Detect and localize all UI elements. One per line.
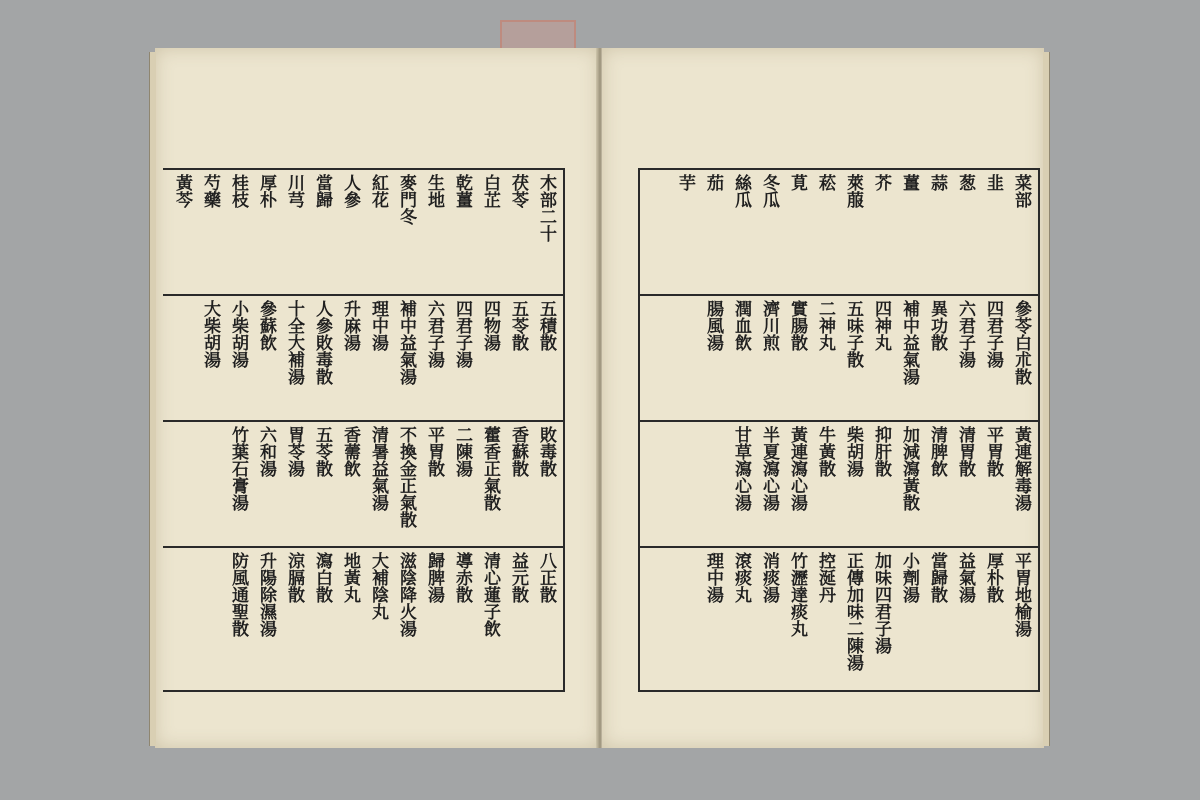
entry-column: 正傳加味二陳湯 (843, 552, 863, 671)
left-page (155, 48, 600, 748)
entry-column: 厚朴 (256, 174, 276, 208)
entry-column: 控涎丹 (815, 552, 835, 603)
entry-column: 濟川煎 (759, 300, 779, 351)
entry-column: 乾薑 (452, 174, 472, 208)
entry-column: 當歸 (312, 174, 332, 208)
entry-column: 八正散 (536, 552, 556, 603)
entry-column: 六君子湯 (955, 300, 975, 368)
entry-column: 升麻湯 (340, 300, 360, 351)
entry-column: 二陳湯 (452, 426, 472, 477)
entry-column: 冬瓜 (759, 174, 779, 208)
entry-column: 消痰湯 (759, 552, 779, 603)
entry-column: 麥門冬 (396, 174, 416, 225)
entry-column: 韭 (983, 174, 1003, 191)
entry-column: 菘 (815, 174, 835, 191)
entry-column: 萊菔 (843, 174, 863, 208)
entry-column: 黃芩 (172, 174, 192, 208)
entry-column: 清胃散 (955, 426, 975, 477)
right-page-band-1 (640, 170, 1038, 296)
entry-column: 十全大補湯 (284, 300, 304, 385)
entry-column: 滋陰降火湯 (396, 552, 416, 637)
entry-column: 五味子散 (843, 300, 863, 368)
left-page-band-2 (163, 296, 563, 422)
entry-column: 小柴胡湯 (228, 300, 248, 368)
entry-column: 生地 (424, 174, 444, 208)
entry-column: 異功散 (927, 300, 947, 351)
entry-column: 六和湯 (256, 426, 276, 477)
entry-column: 半夏瀉心湯 (759, 426, 779, 511)
entry-column: 桂枝 (228, 174, 248, 208)
entry-column: 川芎 (284, 174, 304, 208)
entry-column: 六君子湯 (424, 300, 444, 368)
entry-columns (169, 300, 557, 416)
right-page-edge (1043, 52, 1050, 746)
entry-column: 潤血飲 (731, 300, 751, 351)
entry-column: 涼膈散 (284, 552, 304, 603)
right-page-band-3 (640, 422, 1038, 548)
entry-column: 參蘇飲 (256, 300, 276, 351)
entry-column: 當歸散 (927, 552, 947, 603)
entry-column: 抑肝散 (871, 426, 891, 477)
entry-column: 地黃丸 (340, 552, 360, 603)
left-page-band-4 (163, 548, 563, 688)
entry-column: 竹葉石膏湯 (228, 426, 248, 511)
entry-columns (646, 174, 1032, 290)
entry-column: 不換金正氣散 (396, 426, 416, 528)
entry-column: 平胃地榆湯 (1011, 552, 1031, 637)
entry-column: 平胃散 (983, 426, 1003, 477)
entry-column: 木部二十 (536, 174, 556, 242)
left-page-band-3 (163, 422, 563, 548)
entry-columns (169, 552, 557, 684)
right-page (601, 48, 1044, 748)
entry-columns (169, 426, 557, 542)
entry-column: 四君子湯 (452, 300, 472, 368)
entry-column: 人參敗毒散 (312, 300, 332, 385)
entry-column: 小劑湯 (899, 552, 919, 603)
entry-column: 芍藥 (200, 174, 220, 208)
entry-column: 清心蓮子飲 (480, 552, 500, 637)
entry-column: 白芷 (480, 174, 500, 208)
entry-column: 加味四君子湯 (871, 552, 891, 654)
right-page-band-2 (640, 296, 1038, 422)
left-page-edge (149, 52, 156, 746)
entry-column: 蒜 (927, 174, 947, 191)
entry-column: 胃苓湯 (284, 426, 304, 477)
entry-columns (169, 174, 557, 290)
entry-columns (646, 300, 1032, 416)
entry-column: 益氣湯 (955, 552, 975, 603)
entry-column: 竹瀝達痰丸 (787, 552, 807, 637)
entry-column: 大補陰丸 (368, 552, 388, 620)
entry-columns (646, 426, 1032, 542)
entry-column: 香薷飲 (340, 426, 360, 477)
entry-column: 芥 (871, 174, 891, 191)
open-book (155, 48, 1043, 750)
entry-column: 五積散 (536, 300, 556, 351)
entry-column: 大柴胡湯 (200, 300, 220, 368)
entry-column: 薑 (899, 174, 919, 191)
entry-column: 加減瀉黃散 (899, 426, 919, 511)
entry-column: 清脾飲 (927, 426, 947, 477)
entry-column: 瀉白散 (312, 552, 332, 603)
entry-column: 四物湯 (480, 300, 500, 351)
left-text-block (163, 168, 565, 692)
entry-column: 茯苓 (508, 174, 528, 208)
entry-column: 黃連解毒湯 (1011, 426, 1031, 511)
entry-column: 柴胡湯 (843, 426, 863, 477)
entry-column: 滾痰丸 (731, 552, 751, 603)
entry-column: 益元散 (508, 552, 528, 603)
entry-column: 香蘇散 (508, 426, 528, 477)
entry-column: 理中湯 (703, 552, 723, 603)
entry-column: 理中湯 (368, 300, 388, 351)
entry-column: 甘草瀉心湯 (731, 426, 751, 511)
entry-column: 紅花 (368, 174, 388, 208)
entry-column: 茄 (703, 174, 723, 191)
entry-column: 人參 (340, 174, 360, 208)
entry-column: 芋 (675, 174, 695, 191)
entry-column: 腸風湯 (703, 300, 723, 351)
entry-column: 參苓白朮散 (1011, 300, 1031, 385)
entry-column: 清暑益氣湯 (368, 426, 388, 511)
entry-column: 絲瓜 (731, 174, 751, 208)
entry-column: 藿香正氣散 (480, 426, 500, 511)
entry-column: 升陽除濕湯 (256, 552, 276, 637)
left-page-band-1 (163, 170, 563, 296)
entry-column: 五苓散 (312, 426, 332, 477)
right-text-block (638, 168, 1040, 692)
entry-column: 厚朴散 (983, 552, 1003, 603)
entry-column: 防風通聖散 (228, 552, 248, 637)
entry-column: 導赤散 (452, 552, 472, 603)
entry-column: 莧 (787, 174, 807, 191)
entry-column: 葱 (955, 174, 975, 191)
entry-column: 菜部 (1011, 174, 1031, 208)
entry-columns (646, 552, 1032, 684)
entry-column: 補中益氣湯 (396, 300, 416, 385)
entry-column: 二神丸 (815, 300, 835, 351)
entry-column: 黃連瀉心湯 (787, 426, 807, 511)
entry-column: 敗毒散 (536, 426, 556, 477)
entry-column: 平胃散 (424, 426, 444, 477)
entry-column: 四神丸 (871, 300, 891, 351)
entry-column: 歸脾湯 (424, 552, 444, 603)
entry-column: 五苓散 (508, 300, 528, 351)
right-page-band-4 (640, 548, 1038, 688)
entry-column: 四君子湯 (983, 300, 1003, 368)
entry-column: 牛黃散 (815, 426, 835, 477)
entry-column: 補中益氣湯 (899, 300, 919, 385)
entry-column: 實腸散 (787, 300, 807, 351)
